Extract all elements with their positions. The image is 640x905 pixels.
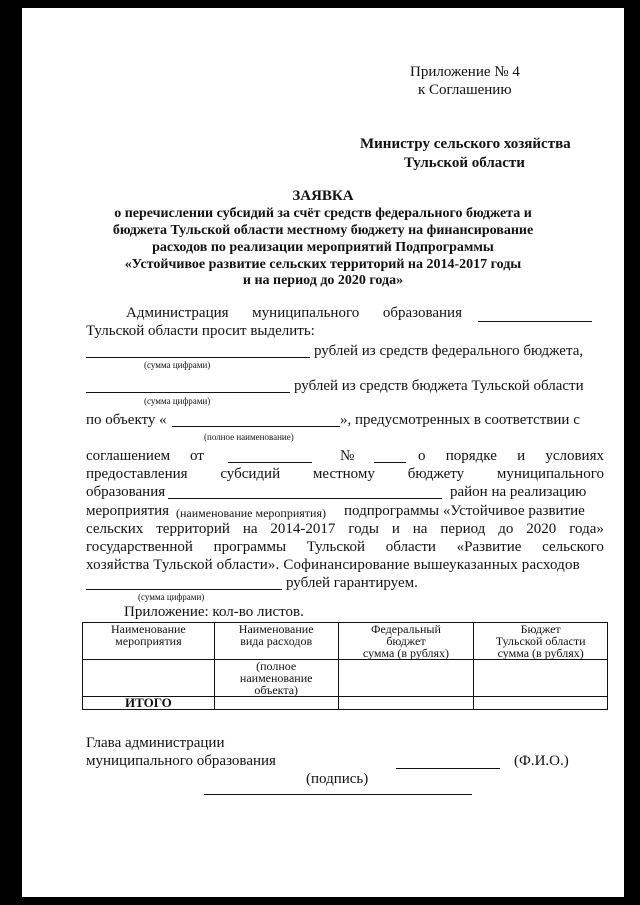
table-header-cell: Бюджет Тульской области сумма (в рублях) [474,623,608,660]
guarantee-text: рублей гарантируем. [286,575,418,591]
regional-sum-text: рублей из средств бюджета Тульской области [294,378,584,394]
table-header-row [83,623,608,660]
agreement-tail: о порядке и условиях [418,448,604,464]
table-cell[interactable] [83,660,215,697]
table-total-row [83,697,608,710]
object-name-field[interactable] [172,426,340,427]
formation-suffix: район на реализацию [450,484,587,500]
cofinance-line: хозяйства Тульской области». Софинансирование вышеуказанных расходов [86,557,580,573]
appendix-number: Приложение № 4 [410,64,520,80]
measure-suffix: подпрограммы «Устойчивое развитие [344,503,585,519]
title-line-3: расходов по реализации мероприятий Подпрограммы [152,240,494,255]
title-line-4: «Устойчивое развитие сельских территорий на 2014-2017 годы [124,257,522,272]
recipient-line-2: Тульской области [404,155,525,171]
formation-prefix: образования [86,484,166,500]
signature-hint: (подпись) [306,771,369,787]
regional-sum-field[interactable] [86,392,290,393]
head-title-2: муниципального образования [86,753,276,769]
title-line-1: о перечислении субсидий за счёт средств федерального бюджета и [114,206,532,221]
object-prefix: по объекту « [86,412,167,428]
recipient-line-1: Министру сельского хозяйства [360,136,571,152]
table-cell: (полное наименование объекта) [214,660,338,697]
provision-line: предоставления субсидий местному бюджету муниципального [86,466,604,482]
object-suffix: », предусмотренных в соответствии с [340,412,580,428]
agreement-date-field[interactable] [228,462,312,463]
fio-label: (Ф.И.О.) [514,753,569,769]
state-program-line: государственной программы Тульской области «Развитие сельского [86,539,604,555]
federal-sum-hint: (сумма цифрами) [144,360,211,370]
expense-table [82,622,608,710]
agreement-word: соглашением [86,448,171,464]
document-title: ЗАЯВКА [292,188,354,204]
table-cell[interactable] [214,697,338,710]
object-name-hint: (полное наименование) [204,432,294,442]
rural-line: сельских территорий на 2014-2017 годы и на период до 2020 года» [86,521,604,537]
federal-sum-text: рублей из средств федерального бюджета, [314,343,584,359]
agreement-from: от [190,448,204,464]
formation-name-field[interactable] [168,498,442,499]
agreement-number-field[interactable] [374,462,406,463]
table-row [83,660,608,697]
attachment-line: Приложение: кол-во листов. [124,604,304,620]
regional-sum-hint: (сумма цифрами) [144,396,211,406]
table-header-cell: Наименование мероприятия [83,623,215,660]
table-cell[interactable] [338,697,474,710]
signature-field[interactable] [396,768,500,769]
federal-sum-field[interactable] [86,357,310,358]
table-cell[interactable] [338,660,474,697]
guarantee-sum-hint: (сумма цифрами) [138,592,205,602]
guarantee-sum-field[interactable] [86,589,282,590]
title-line-2: бюджета Тульской области местному бюджету на финансирование [112,223,534,238]
head-title-1: Глава администрации [86,735,225,751]
footer-rule [204,794,472,795]
table-header-cell: Наименование вида расходов [214,623,338,660]
intro-line-2: Тульской области просит выделить: [86,323,315,339]
title-line-5: и на период до 2020 года» [242,273,404,288]
table-header-cell: Федеральный бюджет сумма (в рублях) [338,623,474,660]
appendix-ref: к Соглашению [418,82,512,98]
document-page [22,8,624,897]
agreement-number-sign: № [340,448,355,464]
measure-hint: (наименование мероприятия) [176,506,326,520]
table-cell[interactable] [474,697,608,710]
intro-line: Администрация муниципального образования [126,305,462,321]
table-cell[interactable] [474,660,608,697]
municipality-field[interactable] [478,321,592,322]
measure-prefix: мероприятия [86,503,170,519]
total-label: ИТОГО [83,697,215,710]
